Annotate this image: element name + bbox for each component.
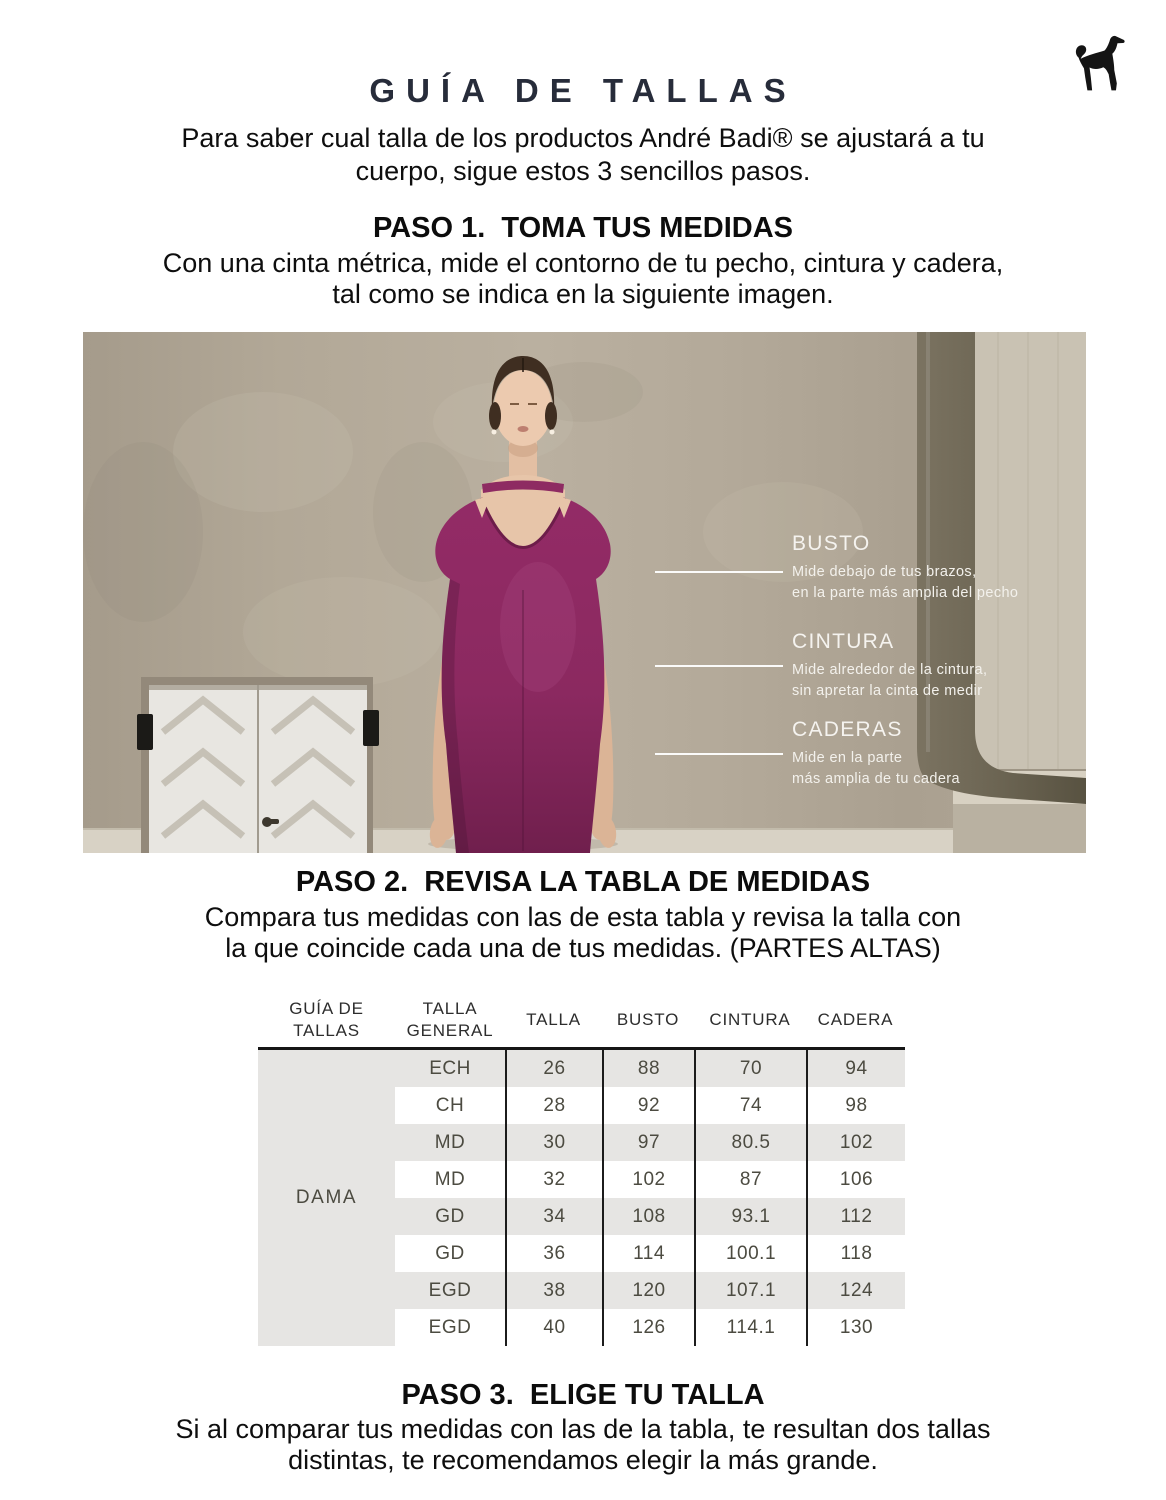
table-cell: 34 <box>505 1198 602 1235</box>
column-header-busto: BUSTO <box>602 992 694 1050</box>
step3-heading: PASO 3. ELIGE TU TALLA <box>401 1379 765 1411</box>
step1-line-1: Con una cinta métrica, mide el contorno de tu pecho, cintura y cadera, <box>162 248 1004 278</box>
table-cell: 106 <box>806 1161 905 1198</box>
table-cell: 98 <box>806 1087 905 1124</box>
intro-line-2: cuerpo, sigue estos 3 sencillos pasos. <box>355 156 811 186</box>
busto-pointer-line <box>655 571 783 573</box>
cintura-label-group <box>792 630 987 701</box>
table-cell: 80.5 <box>694 1124 806 1161</box>
column-header-talla-general: TALLA GENERAL <box>395 992 505 1050</box>
busto-desc-line-1: Mide debajo de tus brazos, <box>792 564 977 580</box>
caderas-desc-line-2: más amplia de tu cadera <box>792 770 960 787</box>
table-cell: GD <box>435 1242 465 1264</box>
step2-text <box>0 902 1166 964</box>
cintura-desc-line-2: sin apretar la cinta de medir <box>792 682 983 699</box>
table-cell: 102 <box>602 1161 694 1198</box>
table-cell: 114.1 <box>694 1309 806 1346</box>
busto-label: BUSTO <box>792 532 871 555</box>
table-cell: 26 <box>505 1050 602 1087</box>
caderas-description <box>792 748 960 789</box>
caderas-desc-line-1: Mide en la parte <box>792 750 903 766</box>
caderas-label-group <box>792 718 960 789</box>
white-door <box>137 677 379 853</box>
table-cell: 107.1 <box>694 1272 806 1309</box>
step3-line-1: Si al comparar tus medidas con las de la tabla, te resultan dos tallas <box>175 1414 991 1444</box>
table-cell: 97 <box>602 1124 694 1161</box>
table-cell: MD <box>434 1168 466 1190</box>
table-cell: 38 <box>505 1272 602 1309</box>
step3-text <box>0 1414 1166 1476</box>
intro-line-1: Para saber cual talla de los productos André Badi® se ajustará a tu <box>181 123 985 153</box>
table-cell: 88 <box>602 1050 694 1087</box>
table-cell: 100.1 <box>694 1235 806 1272</box>
step2-line-1: Compara tus medidas con las de esta tabla y revisa la talla con <box>204 902 962 932</box>
step1-heading: PASO 1. TOMA TUS MEDIDAS <box>372 212 793 244</box>
step2-line-2: la que coincide cada una de tus medidas. (PARTES ALTAS) <box>225 933 941 963</box>
table-cell: 130 <box>806 1309 905 1346</box>
cintura-desc-line-1: Mide alrededor de la cintura, <box>792 662 988 678</box>
table-cell: 94 <box>806 1050 905 1087</box>
cintura-pointer-line <box>655 665 783 667</box>
size-chart-table <box>258 992 905 1346</box>
table-cell: 70 <box>694 1050 806 1087</box>
table-cell: 92 <box>602 1087 694 1124</box>
table-cell: 114 <box>602 1235 694 1272</box>
step2-heading: PASO 2. REVISA LA TABLA DE MEDIDAS <box>295 866 871 898</box>
table-cell: 120 <box>602 1272 694 1309</box>
table-group-dama: DAMA <box>258 1050 395 1346</box>
column-header-cintura: CINTURA <box>694 992 806 1050</box>
table-cell: 36 <box>505 1235 602 1272</box>
busto-description <box>792 562 1018 603</box>
table-cell: MD <box>395 1124 505 1161</box>
table-cell: 30 <box>505 1124 602 1161</box>
table-cell: 87 <box>694 1161 806 1198</box>
column-header-guia-de-tallas: GUÍA DE TALLAS <box>258 992 395 1050</box>
cintura-label: CINTURA <box>792 630 895 653</box>
table-cell: 118 <box>806 1235 905 1272</box>
intro-text <box>0 122 1166 188</box>
table-cell: 124 <box>806 1272 905 1309</box>
busto-label-group <box>792 532 1018 603</box>
table-cell: GD <box>395 1198 505 1235</box>
table-cell: 112 <box>806 1198 905 1235</box>
table-cell: 28 <box>505 1087 602 1124</box>
table-cell: 40 <box>505 1309 602 1346</box>
table-cell: ECH <box>395 1050 505 1087</box>
column-header-talla: TALLA <box>505 992 602 1050</box>
step1-line-2: tal como se indica en la siguiente imagen. <box>332 279 834 309</box>
table-cell: EGD <box>428 1316 472 1338</box>
page-title: GUÍA DE TALLAS <box>369 72 797 109</box>
table-cell: 102 <box>806 1124 905 1161</box>
table-cell: EGD <box>395 1272 505 1309</box>
measurement-photo <box>83 332 1086 853</box>
step3-line-2: distintas, te recomendamos elegir la más grande. <box>288 1445 878 1475</box>
table-cell: 93.1 <box>694 1198 806 1235</box>
table-cell: 108 <box>602 1198 694 1235</box>
table-cell: 126 <box>602 1309 694 1346</box>
caderas-label: CADERAS <box>792 718 903 741</box>
table-cell: 74 <box>694 1087 806 1124</box>
column-header-cadera: CADERA <box>806 992 905 1050</box>
table-cell: CH <box>435 1094 465 1116</box>
caderas-pointer-line <box>655 753 783 755</box>
cintura-description <box>792 660 987 701</box>
step1-text <box>0 248 1166 310</box>
table-cell: 32 <box>505 1161 602 1198</box>
busto-desc-line-2: en la parte más amplia del pecho <box>792 584 1019 601</box>
